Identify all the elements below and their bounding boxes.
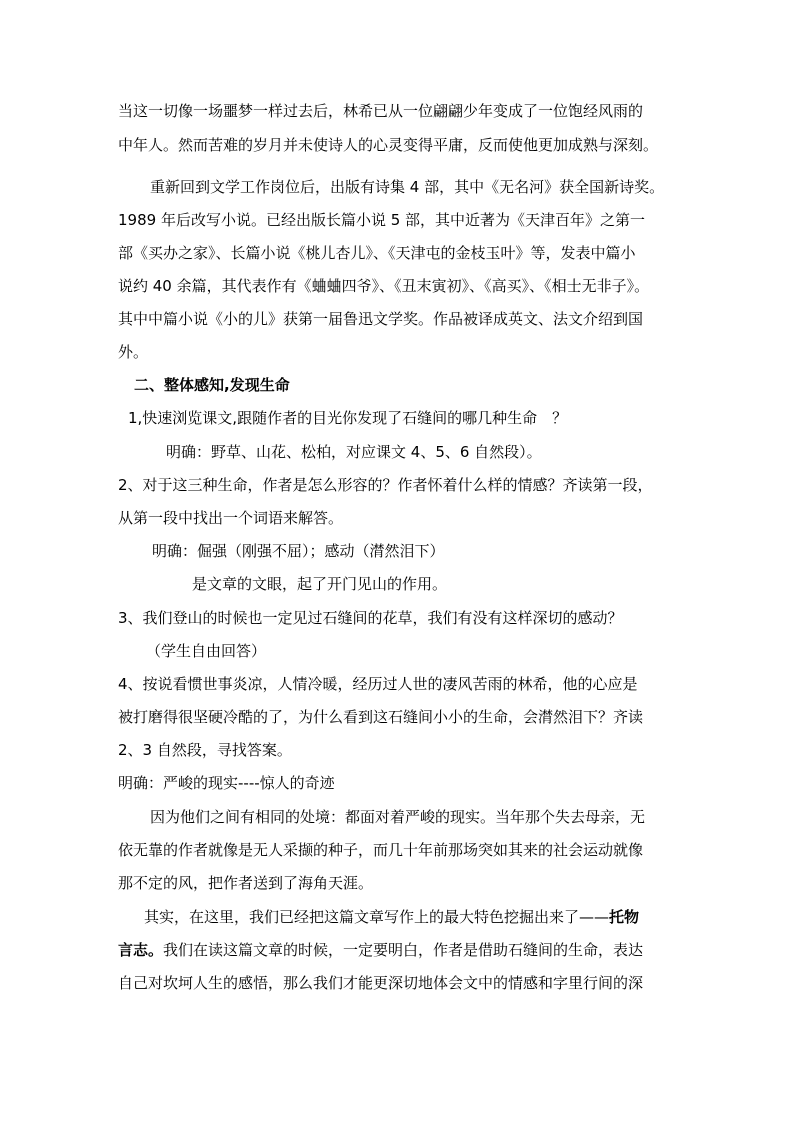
emphasis-text: 托物 — [609, 908, 640, 926]
paragraph-line: 部《买办之家》、长篇小说《桃儿杏儿》、《天津屯的金枝玉叶》等，发表中篇小 — [118, 244, 636, 262]
paragraph-text: 其实，在这里，我们已经把这篇文章写作上的最大特色挖掘出来了—— — [144, 908, 610, 926]
paragraph-line: 1989 年后改写小说。已经出版长篇小说 5 部，其中近著为《天津百年》之第一 — [118, 211, 646, 229]
paragraph-line: 自己对坎坷人生的感悟，那么我们才能更深切地体会文中的情感和字里行间的深 — [118, 974, 644, 992]
paragraph-line: 因为他们之间有相同的处境：都面对着严峻的现实。当年那个失去母亲，无 — [150, 808, 646, 826]
answer-line: 明确：野草、山花、松柏，对应课文 4、5、6 自然段）。 — [166, 443, 542, 461]
section-heading: 二、整体感知,发现生命 — [134, 376, 290, 394]
paragraph-line: 外。 — [118, 343, 149, 361]
question-line: 4、按说看惯世事炎凉，人情冷暖，经历过人世的凄风苦雨的林希，他的心应是 — [118, 675, 638, 693]
question-line: 1,快速浏览课文,跟随作者的目光你发现了石缝间的哪几种生命 ？ — [128, 409, 568, 427]
paragraph-line — [144, 907, 689, 929]
answer-line: 明确：严峻的现实----惊人的奇迹 — [118, 774, 335, 792]
paragraph-line: 中年人。然而苦难的岁月并未使诗人的心灵变得平庸，反而使他更加成熟与深刻。 — [118, 136, 659, 154]
answer-line: 是文章的文眼，起了开门见山的作用。 — [192, 575, 448, 593]
question-line: 被打磨得很坚硬冷酷的了，为什么看到这石缝间小小的生命，会潸然泪下？齐读 — [118, 708, 644, 726]
paragraph-text: 我们在读这篇文章的时候，一定要明白，作者是借助石缝间的生命，表达 — [163, 941, 644, 959]
paragraph-line: 其中中篇小说《小的儿》获第一届鲁迅文学奖。作品被译成英文、法文介绍到国 — [118, 310, 644, 328]
paragraph-line: 重新回到文学工作岗位后，出版有诗集 4 部，其中《无名河》获全国新诗奖。 — [150, 178, 665, 196]
question-line: 2、对于这三种生命，作者是怎么形容的？作者怀着什么样的情感？齐读第一段， — [118, 476, 653, 494]
emphasis-text: 言志。 — [118, 941, 164, 959]
question-line: 3、我们登山的时候也一定见过石缝间的花草，我们有没有这样深切的感动？ — [118, 609, 623, 627]
paragraph-line: 说约 40 余篇，其代表作有《蛐蛐四爷》、《丑末寅初》、《高买》、《相士无非子》。 — [118, 277, 650, 295]
answer-line: 明确：倔强（刚强不屈）；感动（潸然泪下） — [152, 542, 445, 560]
question-line: 2、3 自然段，寻找答案。 — [118, 741, 292, 759]
answer-line: （学生自由回答） — [146, 642, 267, 660]
paragraph-line: 当这一切像一场噩梦一样过去后，林希已从一位翩翩少年变成了一位饱经风雨的 — [118, 102, 644, 120]
paragraph-line: 依无靠的作者就像是无人采撷的种子，而几十年前那场突如其来的社会运动就像 — [118, 841, 644, 859]
paragraph-line — [118, 940, 680, 962]
paragraph-line: 那不定的风，把作者送到了海角天涯。 — [118, 874, 374, 892]
question-line: 从第一段中找出一个词语来解答。 — [118, 509, 344, 527]
